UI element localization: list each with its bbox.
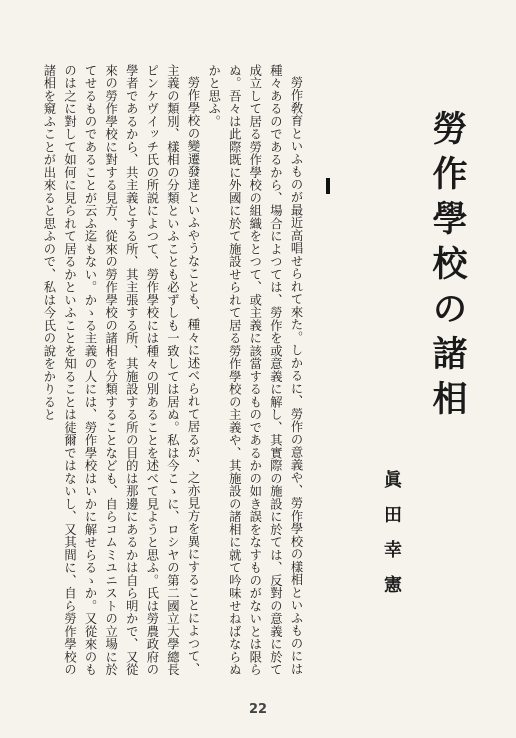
paragraph: 勞作敎育といふものが最近高唱せられて來た。しかるに、勞作の意義や、勞作學校の樣相といふものには種々あるのであるから、場合によつては、勞作を或意義に解し、其實際の施設に於ては、反對の意義に於て成立して居る勞作學校の組織をとつて、或主義に該當するものであるかの如き誤をなすものがないとは限らぬ。吾々は此際既に外國に於て施設せられて居る勞作學校の主義や、其施設の諸相に就て吟味せねばならぬかと思ふ。: [206, 64, 303, 676]
author-name: 眞田幸憲: [381, 470, 402, 610]
body-text: [41, 64, 306, 688]
article-title: 勞作學校の諸相: [427, 110, 468, 425]
section-number-mark: [326, 178, 330, 194]
page-number: 22: [248, 702, 268, 717]
paragraph: 勞作學校の變遷發達といふやうなことも、種々に述べられて居るが、之亦見方を異にすることによつて、主義の類別、樣相の分類といふことも必ずしも一致しては居ぬ。私は今こゝに、ロシヤの第二國立大學總長ピンケヴイッチ氏の所説によつて、勞作學校には種々の別あることを述べて見ようと思ふ。氏は勞農政府の學者であるから、共主義とする所、其主張する所、其施設する所の目的は那邊にあるかは自ら明かで、又從來の勞作學校に對する見方、從來の勞作學校の諸相を分類することなども、自らコムミユニストの立場に於てせるものであることが云ふ迄もない。かゝる主義の人には、勞作學校はいかに解せらるゝか。又從來のものは之に對して如何に見られて居るかといふことを知ることは徒爾ではないし、又其間に、自ら勞作學校の諸相を窺ふことが出來ると思ふので、私は今氏の說をかりると: [41, 64, 201, 676]
